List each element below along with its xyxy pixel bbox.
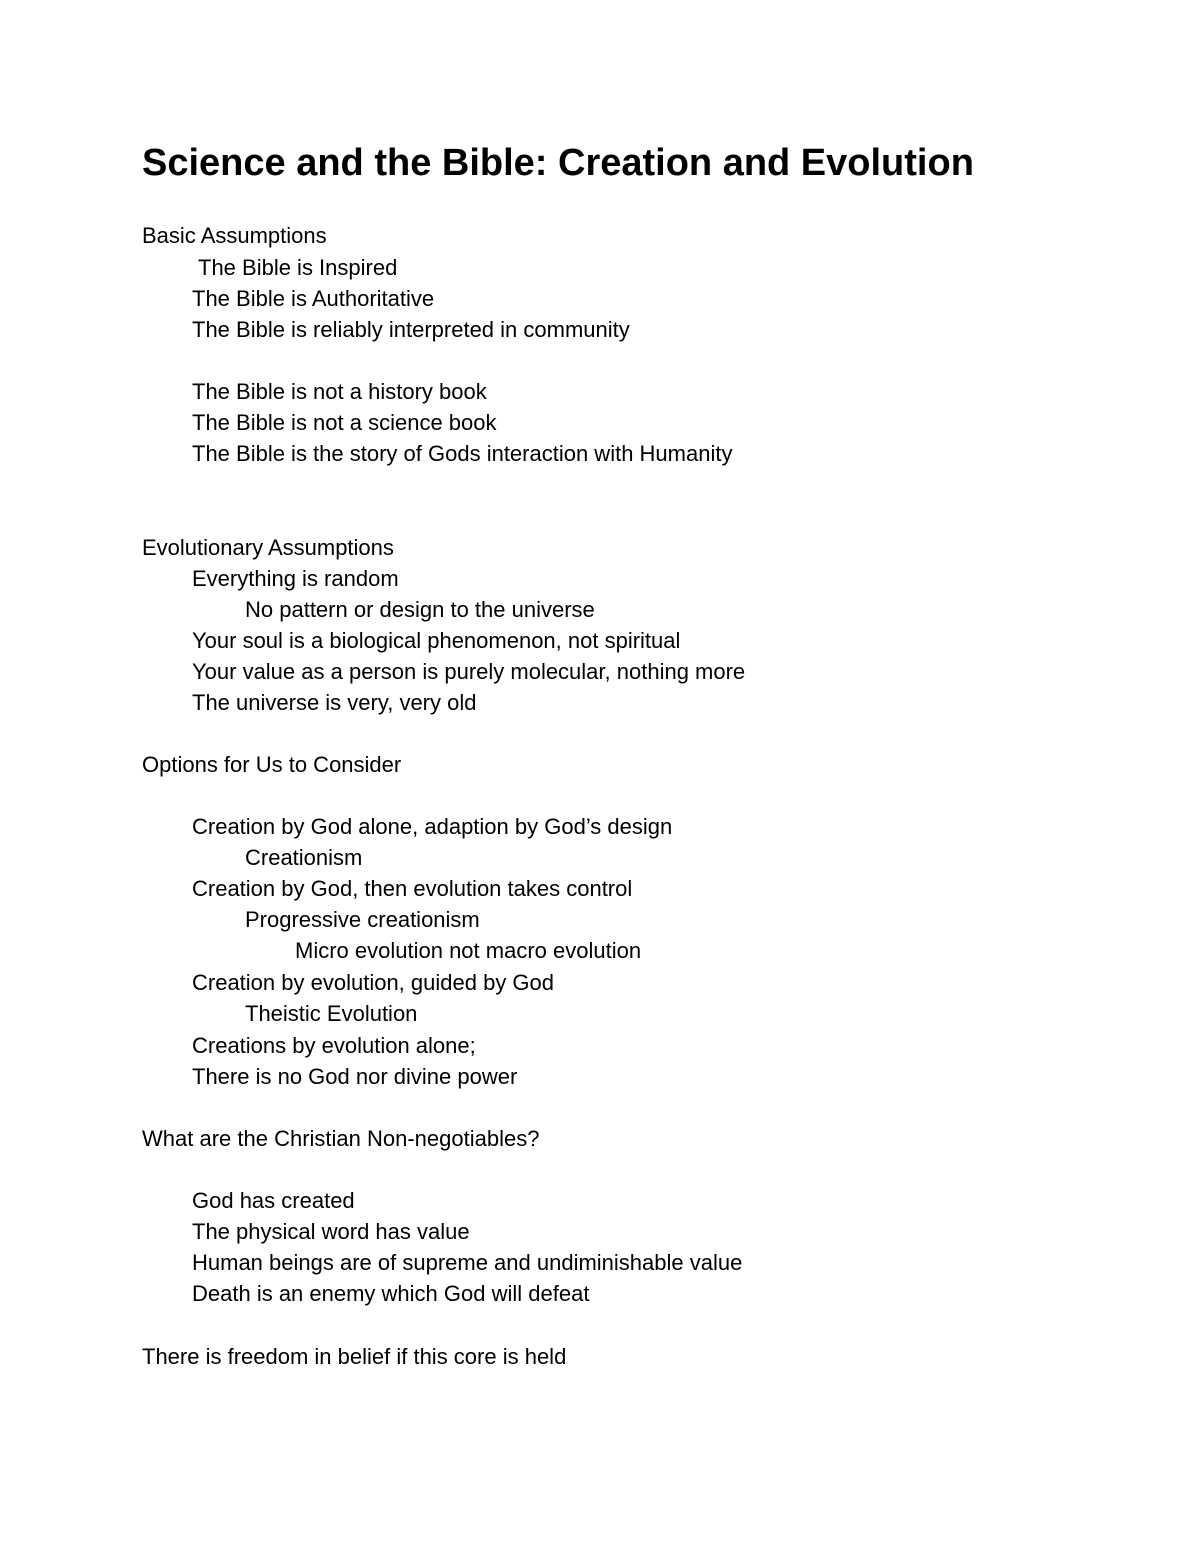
list-subitem: No pattern or design to the universe: [245, 597, 595, 622]
list-item: Your value as a person is purely molecular, nothing more: [192, 659, 746, 684]
list-item: The Bible is not a history book: [192, 379, 487, 404]
list-item: The universe is very, very old: [192, 690, 477, 715]
document-title: Science and the Bible: Creation and Evolution: [142, 142, 974, 184]
list-subitem: Creationism: [245, 845, 363, 870]
list-item: Creations by evolution alone;: [192, 1033, 476, 1058]
list-item: Creation by God alone, adaption by God’s design: [192, 814, 673, 839]
list-item: Your soul is a biological phenomenon, not spiritual: [192, 628, 681, 653]
section-heading-evolutionary-assumptions: Evolutionary Assumptions: [142, 535, 394, 560]
list-item: Creation by God, then evolution takes control: [192, 876, 633, 901]
list-item: The Bible is not a science book: [192, 410, 497, 435]
list-item: Creation by evolution, guided by God: [192, 970, 555, 995]
list-item: The Bible is Authoritative: [192, 286, 435, 311]
closing-statement: There is freedom in belief if this core is held: [142, 1344, 567, 1369]
section-heading-basic-assumptions: Basic Assumptions: [142, 223, 327, 248]
list-item: There is no God nor divine power: [192, 1064, 518, 1089]
list-item: The physical word has value: [192, 1219, 470, 1244]
list-item: The Bible is reliably interpreted in community: [192, 317, 630, 342]
list-item: Death is an enemy which God will defeat: [192, 1281, 590, 1306]
list-item: God has created: [192, 1188, 355, 1213]
list-item: Human beings are of supreme and undiminishable value: [192, 1250, 743, 1275]
list-item: Everything is random: [192, 566, 399, 591]
list-subitem: Theistic Evolution: [245, 1001, 418, 1026]
list-subitem: Progressive creationism: [245, 907, 480, 932]
list-item: The Bible is Inspired: [198, 255, 398, 280]
section-heading-non-negotiables: What are the Christian Non-negotiables?: [142, 1126, 540, 1151]
section-heading-options: Options for Us to Consider: [142, 752, 402, 777]
list-subsubitem: Micro evolution not macro evolution: [295, 938, 642, 963]
list-item: The Bible is the story of Gods interaction with Humanity: [192, 441, 733, 466]
